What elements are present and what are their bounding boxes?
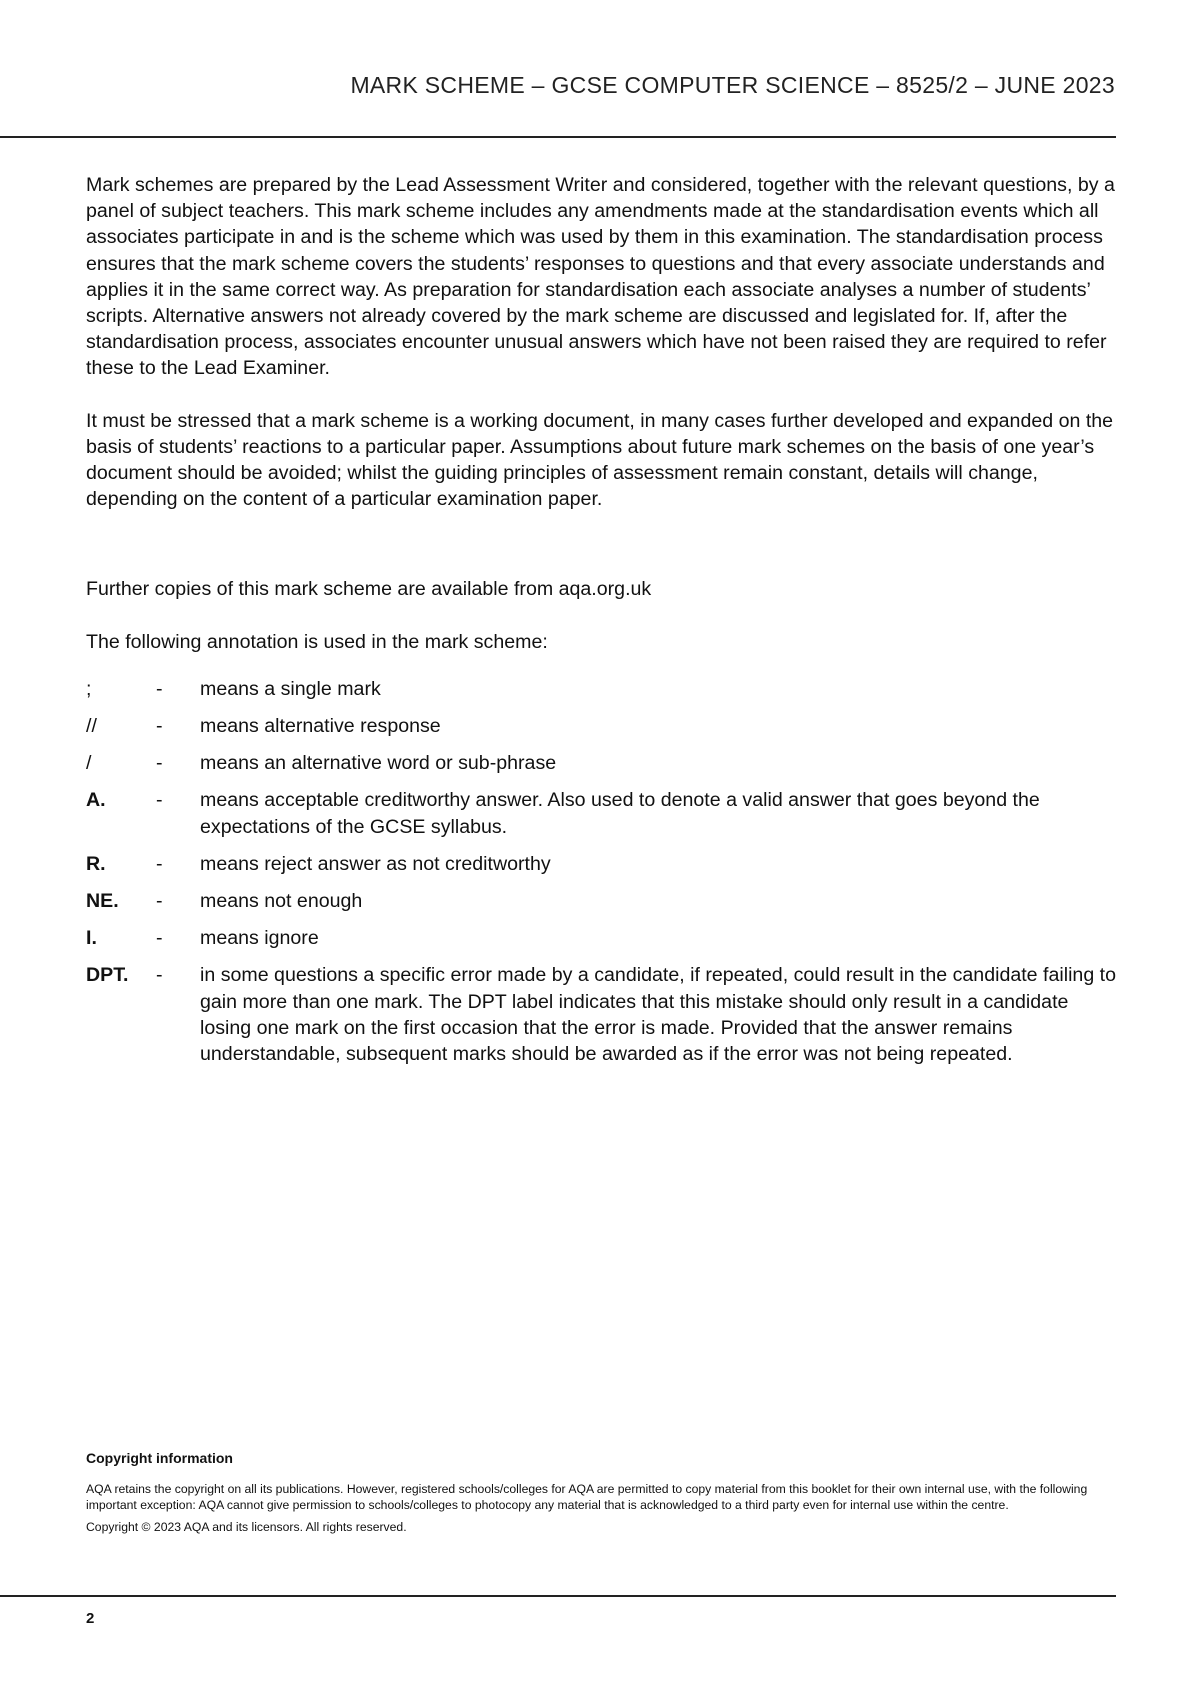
working-document-paragraph: It must be stressed that a mark scheme is a working document, in many cases further developed and expanded on the basis of students’ reactions to a particular paper. Assumptions about future mark schemes on the basis of one year’s document should be avoided; whilst the guiding principles of assessment remain constant, details will change, depending on the content of a particular examination paper. xyxy=(86,409,1114,511)
footer-divider xyxy=(0,1595,1116,1597)
annotation-list xyxy=(86,676,1116,1067)
annotation-dash: - xyxy=(156,677,163,700)
annotation-meaning: means a single mark xyxy=(200,677,381,700)
annotation-dash: - xyxy=(156,715,163,738)
annotation-intro: The following annotation is used in the mark scheme: xyxy=(86,630,548,653)
annotation-row-alternative-response xyxy=(86,713,1116,739)
annotation-symbol: ; xyxy=(86,677,92,700)
annotation-row-alternative-word xyxy=(86,750,1116,776)
annotation-symbol: R. xyxy=(86,852,106,875)
annotation-symbol: A. xyxy=(86,789,106,812)
annotation-dash: - xyxy=(156,964,163,987)
annotation-symbol: I. xyxy=(86,927,97,950)
annotation-dash: - xyxy=(156,927,163,950)
page-number: 2 xyxy=(86,1610,95,1627)
copyright-body: AQA retains the copyright on all its publications. However, registered schools/colleges for AQA are permitted to copy material from this booklet for their own internal use, with the following important exception: AQA cannot give permission to schools/colleges to photocopy any material that is acknowledged to a third party even for internal use within the centre. xyxy=(86,1482,1088,1512)
annotation-symbol: NE. xyxy=(86,890,119,913)
annotation-row-dpt xyxy=(86,962,1116,1067)
annotation-row-accept xyxy=(86,787,1116,839)
copyright-notice: Copyright © 2023 AQA and its licensors. All rights reserved. xyxy=(86,1520,407,1534)
annotation-meaning: means alternative response xyxy=(200,715,441,738)
intro-paragraph: Mark schemes are prepared by the Lead Assessment Writer and considered, together with the relevant questions, by a panel of subject teachers. This mark scheme includes any amendments made at the standardisation events which all associates participate in and is the scheme which was used by them in this examination. The standardisation process ensures that the mark scheme covers the students’ responses to questions and that every associate understands and applies it in the same correct way. As preparation for standardisation each associate analyses a number of students’ scripts. Alternative answers not already covered by the mark scheme are discussed and legislated for. If, after the standardisation process, associates encounter unusual answers which have not been raised they are required to refer these to the Lead Examiner. xyxy=(86,174,1115,380)
annotation-symbol: // xyxy=(86,715,97,738)
annotation-meaning: means reject answer as not creditworthy xyxy=(200,852,551,875)
annotation-dash: - xyxy=(156,752,163,775)
annotation-meaning: in some questions a specific error made by a candidate, if repeated, could result in the candidate failing to gain more than one mark. The DPT label indicates that this mistake should only result in a candidate losing one mark on the first occasion that the error is made. Provided that the answer remains understandable, subsequent marks should be awarded as if the error was not being repeated. xyxy=(200,964,1116,1066)
main-content xyxy=(86,172,1116,1078)
page-header-title: MARK SCHEME – GCSE COMPUTER SCIENCE – 8525/2 – JUNE 2023 xyxy=(350,72,1115,98)
annotation-symbol: DPT. xyxy=(86,964,129,987)
annotation-row-single-mark xyxy=(86,676,1116,702)
annotation-row-ignore xyxy=(86,925,1116,951)
annotation-row-reject xyxy=(86,851,1116,877)
further-copies-paragraph: Further copies of this mark scheme are available from aqa.org.uk xyxy=(86,578,652,601)
header-divider xyxy=(0,136,1116,138)
annotation-dash: - xyxy=(156,789,163,812)
annotation-meaning: means acceptable creditworthy answer. Also used to denote a valid answer that goes beyond the expectations of the GCSE syllabus. xyxy=(200,789,1040,838)
annotation-meaning: means ignore xyxy=(200,927,319,950)
copyright-section xyxy=(86,1450,1116,1535)
annotation-row-not-enough xyxy=(86,888,1116,914)
copyright-heading: Copyright information xyxy=(86,1450,233,1466)
annotation-dash: - xyxy=(156,852,163,875)
annotation-meaning: means not enough xyxy=(200,890,363,913)
annotation-meaning: means an alternative word or sub-phrase xyxy=(200,752,557,775)
annotation-symbol: / xyxy=(86,752,92,775)
annotation-dash: - xyxy=(156,890,163,913)
